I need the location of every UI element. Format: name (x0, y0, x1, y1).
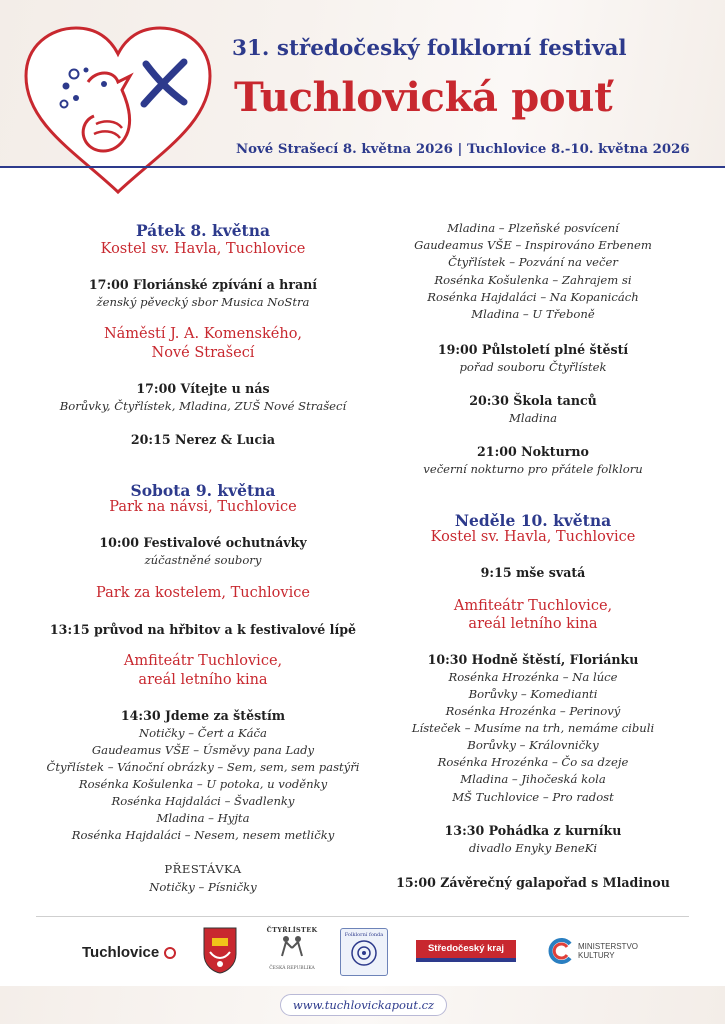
event-title: 21:00 Nokturno (477, 444, 589, 459)
logo-ctyrlistek-bottom: ČESKÁ REPUBLIKA (269, 966, 315, 971)
festival-heart-logo (18, 24, 218, 200)
festival-title: Tuchlovická pouť (234, 74, 613, 121)
event-title: 17:00 Floriánské zpívání a hraní (88, 277, 318, 292)
event-title: 13:30 Pohádka z kurníku (444, 823, 622, 838)
program-item: Mladina – Hyjta (156, 811, 250, 825)
program-item: MŠ Tuchlovice – Pro radost (452, 790, 614, 804)
logo-coat-of-arms (202, 926, 238, 974)
program-item: Rosénka Hajdaláci – Na Kopanicách (427, 290, 639, 304)
festival-dates: Nové Strašecí 8. května 2026 | Tuchlovice 8.-10. května 2026 (236, 142, 690, 157)
event-title: 10:30 Hodně štěstí, Floriánku (427, 652, 639, 667)
program-item: Rosénka Hrozénka – Perinový (445, 704, 621, 718)
program-item: Čtyřlístek – Pozvání na večer (448, 255, 618, 269)
event-title: 17:00 Vítejte u nás (136, 381, 270, 396)
program-item: Lísteček – Musíme na trh, nemáme cibuli (411, 721, 655, 735)
event-desc: zúčastněné soubory (144, 553, 262, 567)
logo-folklorni-text: Folklorní fonda (344, 932, 384, 938)
program-item: Borůvky – Královničky (467, 738, 599, 752)
logo-folklorni (340, 928, 388, 976)
ministry-text-2: KULTURY (578, 951, 615, 960)
event-desc: Borůvky, Čtyřlístek, Mladina, ZUŠ Nové Strašecí (59, 399, 347, 413)
event-desc: divadlo Enyky BeneKi (468, 841, 598, 855)
event-title: 13:15 průvod na hřbitov a k festivalové lípě (49, 622, 357, 637)
program-item: Borůvky – Komedianti (468, 687, 598, 701)
header-divider (0, 166, 725, 168)
program-item: Gaudeamus VŠE – Úsměvy pana Lady (91, 743, 315, 757)
program-item: Rosénka Hrozénka – Na lúce (448, 670, 618, 684)
event-title: 14:30 Jdeme za štěstím (120, 708, 286, 723)
ministry-text-1: MINISTERSTVO (578, 942, 639, 951)
event-title: 20:15 Nerez & Lucia (130, 432, 276, 447)
venue-park-kostelem: Park za kostelem, Tuchlovice (96, 585, 310, 601)
venue-namesti-line2: Nové Strašecí (151, 345, 255, 361)
event-title: 20:30 Škola tanců (469, 393, 597, 408)
logo-ctyrlistek (264, 926, 320, 974)
event-title: 9:15 mše svatá (480, 565, 586, 580)
logo-ministerstvo-kultury (546, 936, 676, 966)
program-item: Notičky – Písničky (149, 880, 257, 894)
logo-kraj-text: Středočeský kraj (416, 940, 516, 958)
venue-kostel: Kostel sv. Havla, Tuchlovice (100, 241, 306, 257)
program-item: Rosénka Hajdaláci – Nesem, nesem metličky (71, 828, 335, 842)
logo-stredocesky-kraj (416, 940, 516, 962)
circle-icon (164, 947, 176, 959)
program-item: Notičky – Čert a Káča (139, 726, 267, 740)
program-item: Rosénka Hajdaláci – Švadlenky (111, 794, 295, 808)
event-title: 15:00 Závěrečný galapořad s Mladinou (396, 875, 670, 890)
event-title: 10:00 Festivalové ochutnávky (99, 535, 307, 550)
day-heading-friday: Pátek 8. května (135, 221, 271, 240)
venue-amfiteatr-line1: Amfiteátr Tuchlovice, (123, 653, 283, 669)
ornament-icon (349, 938, 379, 968)
event-desc: ženský pěvecký sbor Musica NoStra (96, 295, 310, 309)
venue-park-navsi: Park na návsi, Tuchlovice (109, 499, 297, 515)
program-item: Gaudeamus VŠE – Inspirováno Erbenem (414, 238, 652, 252)
website-link[interactable]: www.tuchlovickapout.cz (280, 994, 447, 1016)
program-item: Čtyřlístek – Vánoční obrázky – Sem, sem, sem pastýři (46, 760, 360, 774)
break-label: PŘESTÁVKA (164, 862, 242, 876)
venue-amfiteatr-line2: areál letního kina (138, 672, 268, 688)
event-desc: Mladina (509, 411, 557, 425)
logo-tuchlovice-text: Tuchlovice (82, 944, 160, 961)
dancers-icon (272, 934, 312, 962)
day-heading-saturday: Sobota 9. května (130, 481, 276, 500)
program-item: Mladina – U Třeboně (471, 307, 595, 321)
logo-kraj-stripe (416, 958, 516, 962)
program-item: Rosénka Hrozénka – Čo sa dzeje (437, 755, 629, 769)
day-heading-sunday: Neděle 10. května (454, 511, 612, 530)
event-desc: pořad souboru Čtyřlístek (459, 360, 607, 374)
program-item: Mladina – Plzeňské posvícení (447, 221, 619, 235)
program-item: Rosénka Košulenka – U potoka, u voděnky (78, 777, 328, 791)
event-desc: večerní nokturno pro přátele folkloru (423, 462, 643, 476)
festival-subtitle: 31. středočeský folklorní festival (232, 36, 627, 61)
event-title: 19:00 Půlstoletí plné štěstí (437, 342, 629, 357)
venue-amfiteatr-line1: Amfiteátr Tuchlovice, (453, 598, 613, 614)
program-item: Mladina – Jihočeská kola (460, 772, 606, 786)
ministry-c-icon (546, 936, 576, 966)
footer-divider (36, 916, 689, 917)
venue-kostel: Kostel sv. Havla, Tuchlovice (430, 529, 636, 545)
venue-amfiteatr-line2: areál letního kina (468, 616, 598, 632)
program-item: Rosénka Košulenka – Zahrajem si (434, 273, 632, 287)
venue-namesti-line1: Náměstí J. A. Komenského, (103, 326, 303, 342)
logo-tuchlovice (82, 944, 176, 961)
logo-ctyrlistek-top: ČTYŘLÍSTEK (266, 926, 318, 934)
